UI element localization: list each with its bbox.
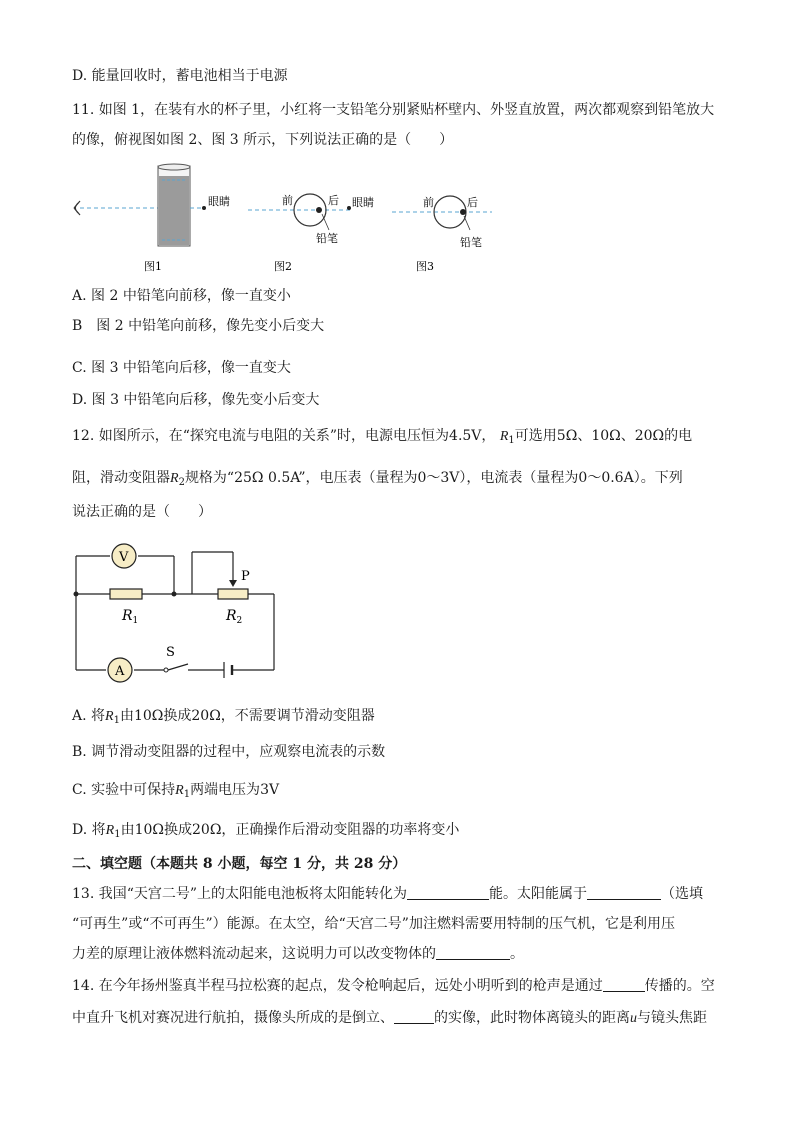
q11-figure [66,158,506,276]
q13-line3: 力差的原理让液体燃料流动起来，这说明力可以改变物体的 。 [72,946,524,962]
fig1-eye-icon [74,201,80,215]
fig3-back: 后 [467,196,478,209]
resistor-r1 [110,589,142,599]
fig2-front: 前 [282,194,293,207]
switch-label-s: S [166,645,175,660]
r2-label: $R_2$ [226,608,243,626]
section-title-fill-in: 二、填空题（本题共 8 小题，每空 1 分，共 28 分） [72,856,407,872]
q12-option-d: D. 将$R_1$由10Ω换成20Ω，正确操作后滑动变阻器的功率将变小 [72,822,460,840]
svg-text:A: A [115,664,125,679]
q11-option-c: C. 图 3 中铅笔向后移，像一直变大 [72,360,291,376]
q13-blank-1[interactable] [407,885,489,900]
q14-blank-1[interactable] [603,977,645,992]
q12-circuit-diagram [66,538,286,688]
q13-blank-3[interactable] [436,945,510,960]
fig2-caption: 图2 [274,260,292,273]
q11-option-b: B 图 2 中铅笔向前移，像先变小后变大 [72,318,325,334]
svg-text:V: V [119,550,129,565]
q12-option-b: B. 调节滑动变阻器的过程中，应观察电流表的示数 [72,744,386,760]
slider-label-p: P [241,569,250,584]
q12-stem-line1: 12. 如图所示，在“探究电流与电阻的关系”时，电源电压恒为4.5V， $R_1$可选用5Ω、10Ω、20Ω的电 [72,428,693,446]
q11-option-a: A. 图 2 中铅笔向前移，像一直变小 [72,288,291,304]
q13-blank-2[interactable] [587,885,661,900]
fig1-eye-dot [202,206,206,210]
fig3-caption: 图3 [416,260,434,273]
r1-label: $R_1$ [122,608,139,626]
q11-option-d: D. 图 3 中铅笔向后移，像先变小后变大 [72,392,320,408]
q13-line1: 13. 我国“天宫二号”上的太阳能电池板将太阳能转化为 能。太阳能属于 （选填 [72,886,704,902]
q11-stem-line1: 11. 如图 1，在装有水的杯子里，小红将一支铅笔分别紧贴杯壁内、外竖直放置，两次都观察到铅笔放大 [72,102,715,118]
q12-stem-line3: 说法正确的是（ ） [72,504,212,520]
fig3-eye-dot [347,206,351,210]
fig2-pencil-dot [316,207,322,213]
fig3-pencil-dot [460,209,466,215]
fig3-pencil-label: 铅笔 [460,236,482,249]
q14-line1: 14. 在今年扬州鉴真半程马拉松赛的起点，发令枪响起后，远处小明听到的枪声是通过 传播的。空 [72,978,715,994]
fig2-back: 后 [328,194,339,207]
fig3-front: 前 [423,196,434,209]
fig1-eye-label: 眼睛 [208,195,230,208]
fig3-eye-label: 眼睛 [352,196,374,209]
q14-line2: 中直升飞机对赛况进行航拍，摄像头所成的是倒立、 的实像，此时物体离镜头的距离u与镜头焦距 [72,1010,707,1026]
q12-stem-line2: 阻，滑动变阻器$R_2$规格为“25Ω 0.5A”，电压表（量程为0～3V），电流表（量程为0～0.6A）。下列 [72,470,683,488]
ammeter-icon [108,658,132,682]
battery-icon [224,662,232,678]
q12-option-c: C. 实验中可保持$R_1$两端电压为3V [72,782,280,800]
q13-line2: “可再生”或“不可再生”）能源。在太空，给“天宫二号”加注燃料需要用特制的压气机，它是利用压 [72,916,675,932]
fig1-caption: 图1 [144,260,162,273]
fig2-pencil-label: 铅笔 [316,232,338,245]
q14-blank-2[interactable] [394,1009,434,1024]
q10-option-d: D. 能量回收时，蓄电池相当于电源 [72,68,288,84]
rheostat-r2 [218,589,248,599]
voltmeter-icon [112,544,136,568]
q12-option-a: A. 将$R_1$由10Ω换成20Ω，不需要调节滑动变阻器 [72,708,375,726]
q11-stem-line2: 的像，俯视图如图 2、图 3 所示，下列说法正确的是（ ） [72,132,454,148]
fig1-cup [158,164,190,246]
